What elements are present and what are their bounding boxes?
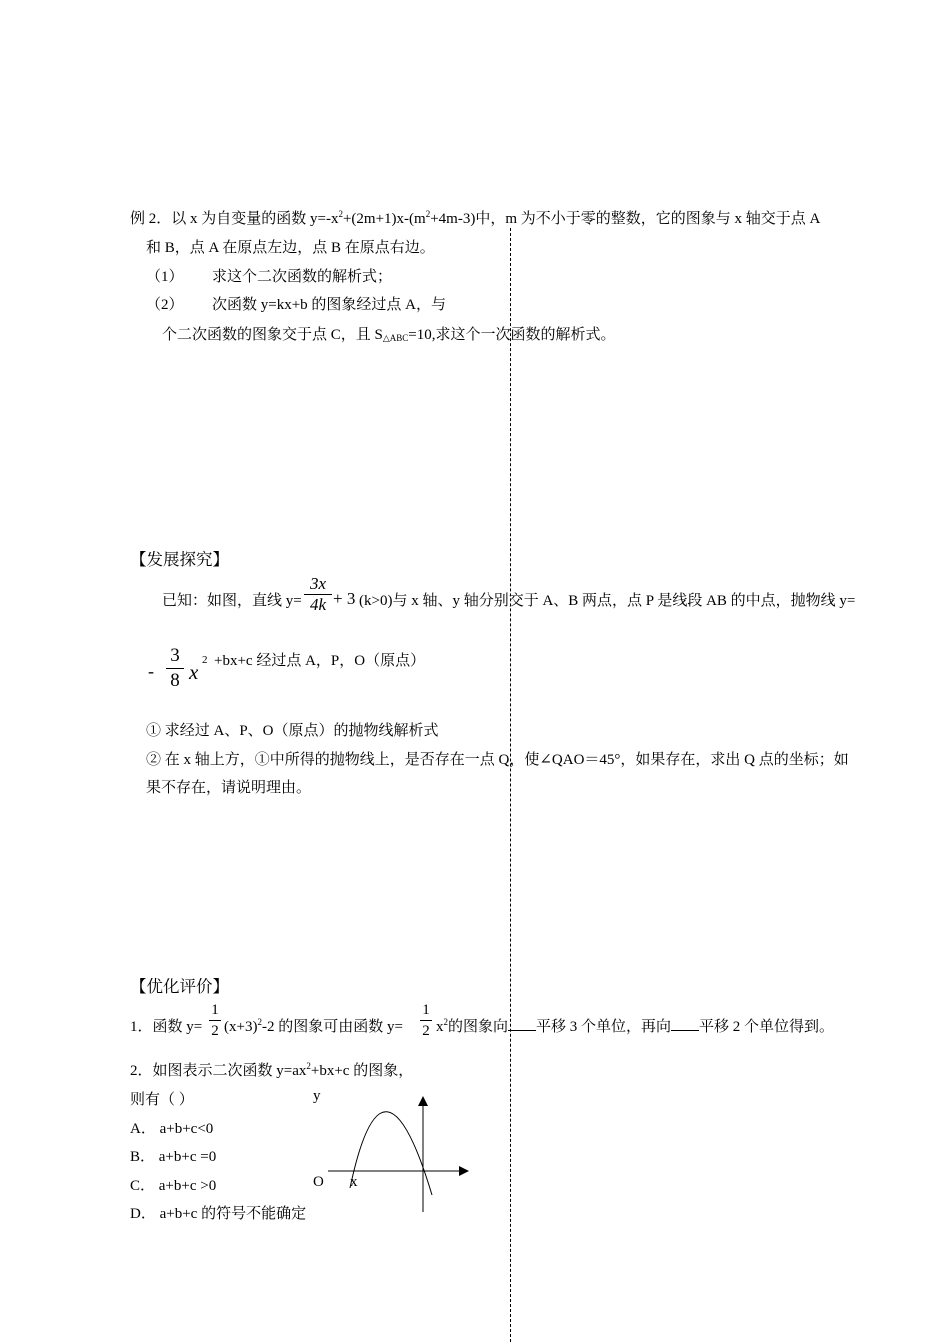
option-c[interactable]: C． a+b+c >0 bbox=[130, 1178, 217, 1194]
option-a[interactable]: A． a+b+c<0 bbox=[130, 1121, 214, 1137]
minus-sign: - bbox=[148, 661, 154, 681]
fraction-bar bbox=[209, 1020, 221, 1021]
fraction-numerator: 1 bbox=[422, 1002, 430, 1018]
explore-item-1: ① 求经过 A、P、O（原点）的抛物线解析式 bbox=[146, 723, 439, 739]
explore-item-2-line2: 果不存在，请说明理由。 bbox=[146, 780, 312, 796]
example2-question2-text: 次函数 y=kx+b 的图象经过点 A，与 bbox=[212, 297, 447, 313]
fraction-denominator: 2 bbox=[211, 1023, 219, 1039]
problem1-text-f: 平移 3 个单位，再向 bbox=[536, 1019, 672, 1035]
fraction-denominator: 4k bbox=[309, 595, 327, 614]
example2-question1-number: （1） bbox=[146, 269, 184, 285]
fraction-denominator: 8 bbox=[170, 670, 180, 691]
example2-question2-number: （2） bbox=[146, 297, 184, 313]
problem1-text-d: x bbox=[436, 1019, 444, 1035]
problem1-text-a: 1．函数 y= bbox=[130, 1019, 203, 1035]
example2-question1-text: 求这个二次函数的解析式； bbox=[212, 269, 393, 285]
explore-intro-b: (k>0)与 x 轴、y 轴分别交于 A、B 两点，点 P 是线段 AB 的中点，抛物线 y= bbox=[359, 593, 856, 609]
example2-line1 bbox=[130, 207, 820, 228]
section-title-evaluation: 【优化评价】 bbox=[130, 977, 229, 996]
exponent: 2 bbox=[425, 209, 431, 219]
example2-line5-text-b: =10,求这个一次函数的解析式。 bbox=[408, 327, 616, 343]
x-variable: x bbox=[189, 660, 199, 684]
graph-origin-label: O bbox=[313, 1174, 324, 1190]
exponent: 2 bbox=[443, 1017, 448, 1027]
fraction-one-half bbox=[420, 1001, 432, 1040]
answer-blank-1[interactable] bbox=[508, 1018, 536, 1031]
problem1-text-g: 平移 2 个单位得到。 bbox=[699, 1019, 835, 1035]
explore-item-2-line1: ② 在 x 轴上方，①中所得的抛物线上，是否存在一点 Q，使∠QAO＝45°，如果存在，求出 Q 点的坐标；如 bbox=[146, 752, 849, 768]
problem2-text-b: +bx+c 的图象， bbox=[310, 1063, 414, 1079]
problem1-expression bbox=[224, 1015, 403, 1036]
problem2-text-a: 2．如图表示二次函数 y=ax bbox=[130, 1063, 307, 1079]
x-exponent: 2 bbox=[202, 654, 208, 666]
fraction-3x-over-4k bbox=[304, 575, 332, 614]
fraction-numerator: 3x bbox=[309, 574, 327, 593]
fraction-one-half bbox=[209, 1001, 221, 1040]
example2-line1-text-b: +(2m+1)x-(m bbox=[342, 211, 426, 227]
problem1-tail bbox=[436, 1015, 834, 1036]
graph-x-label: x bbox=[350, 1174, 358, 1190]
option-d[interactable]: D． a+b+c 的符号不能确定 bbox=[130, 1206, 307, 1222]
plus-three: + 3 bbox=[333, 589, 356, 608]
fraction-numerator: 1 bbox=[211, 1002, 219, 1018]
answer-blank-2[interactable] bbox=[671, 1018, 699, 1031]
exponent: 2 bbox=[257, 1017, 262, 1027]
problem2-stem bbox=[130, 1059, 413, 1080]
problem1-text-c: -2 的图象可由函数 y= bbox=[261, 1019, 403, 1035]
parabola-curve bbox=[350, 1112, 432, 1195]
example2-line1-text-a: 例 2．以 x 为自变量的函数 y=-x bbox=[130, 211, 339, 227]
problem1-text-e: 的图象向 bbox=[448, 1019, 509, 1035]
fraction-denominator: 2 bbox=[422, 1023, 430, 1039]
exponent: 2 bbox=[338, 209, 343, 219]
explore-line2-rest: +bx+c 经过点 A，P，O（原点） bbox=[214, 653, 426, 669]
vertical-dotted-divider bbox=[510, 228, 511, 1342]
fraction-bar bbox=[420, 1020, 432, 1021]
parabola-graph bbox=[320, 1090, 480, 1220]
triangle-subscript: △ABC bbox=[382, 333, 409, 343]
example2-line5 bbox=[162, 323, 616, 344]
example2-line2: 和 B，点 A 在原点左边，点 B 在原点右边。 bbox=[146, 240, 435, 256]
problem2-then: 则有（ ） bbox=[130, 1092, 194, 1108]
fraction-3-over-8 bbox=[166, 645, 184, 692]
example2-line1-text-c: +4m-3)中，m 为不小于零的整数，它的图象与 x 轴交于点 A bbox=[430, 211, 821, 227]
graph-y-label: y bbox=[313, 1088, 321, 1104]
example2-line5-text-a: 个二次函数的图象交于点 C，且 S bbox=[162, 327, 383, 343]
exponent: 2 bbox=[306, 1061, 311, 1071]
section-title-explore: 【发展探究】 bbox=[130, 550, 229, 569]
fraction-numerator: 3 bbox=[170, 645, 180, 666]
fraction-bar bbox=[166, 668, 184, 669]
explore-intro-a: 已知：如图，直线 y= bbox=[162, 593, 302, 609]
option-b[interactable]: B． a+b+c =0 bbox=[130, 1149, 217, 1165]
problem1-text-b: (x+3) bbox=[224, 1019, 258, 1035]
